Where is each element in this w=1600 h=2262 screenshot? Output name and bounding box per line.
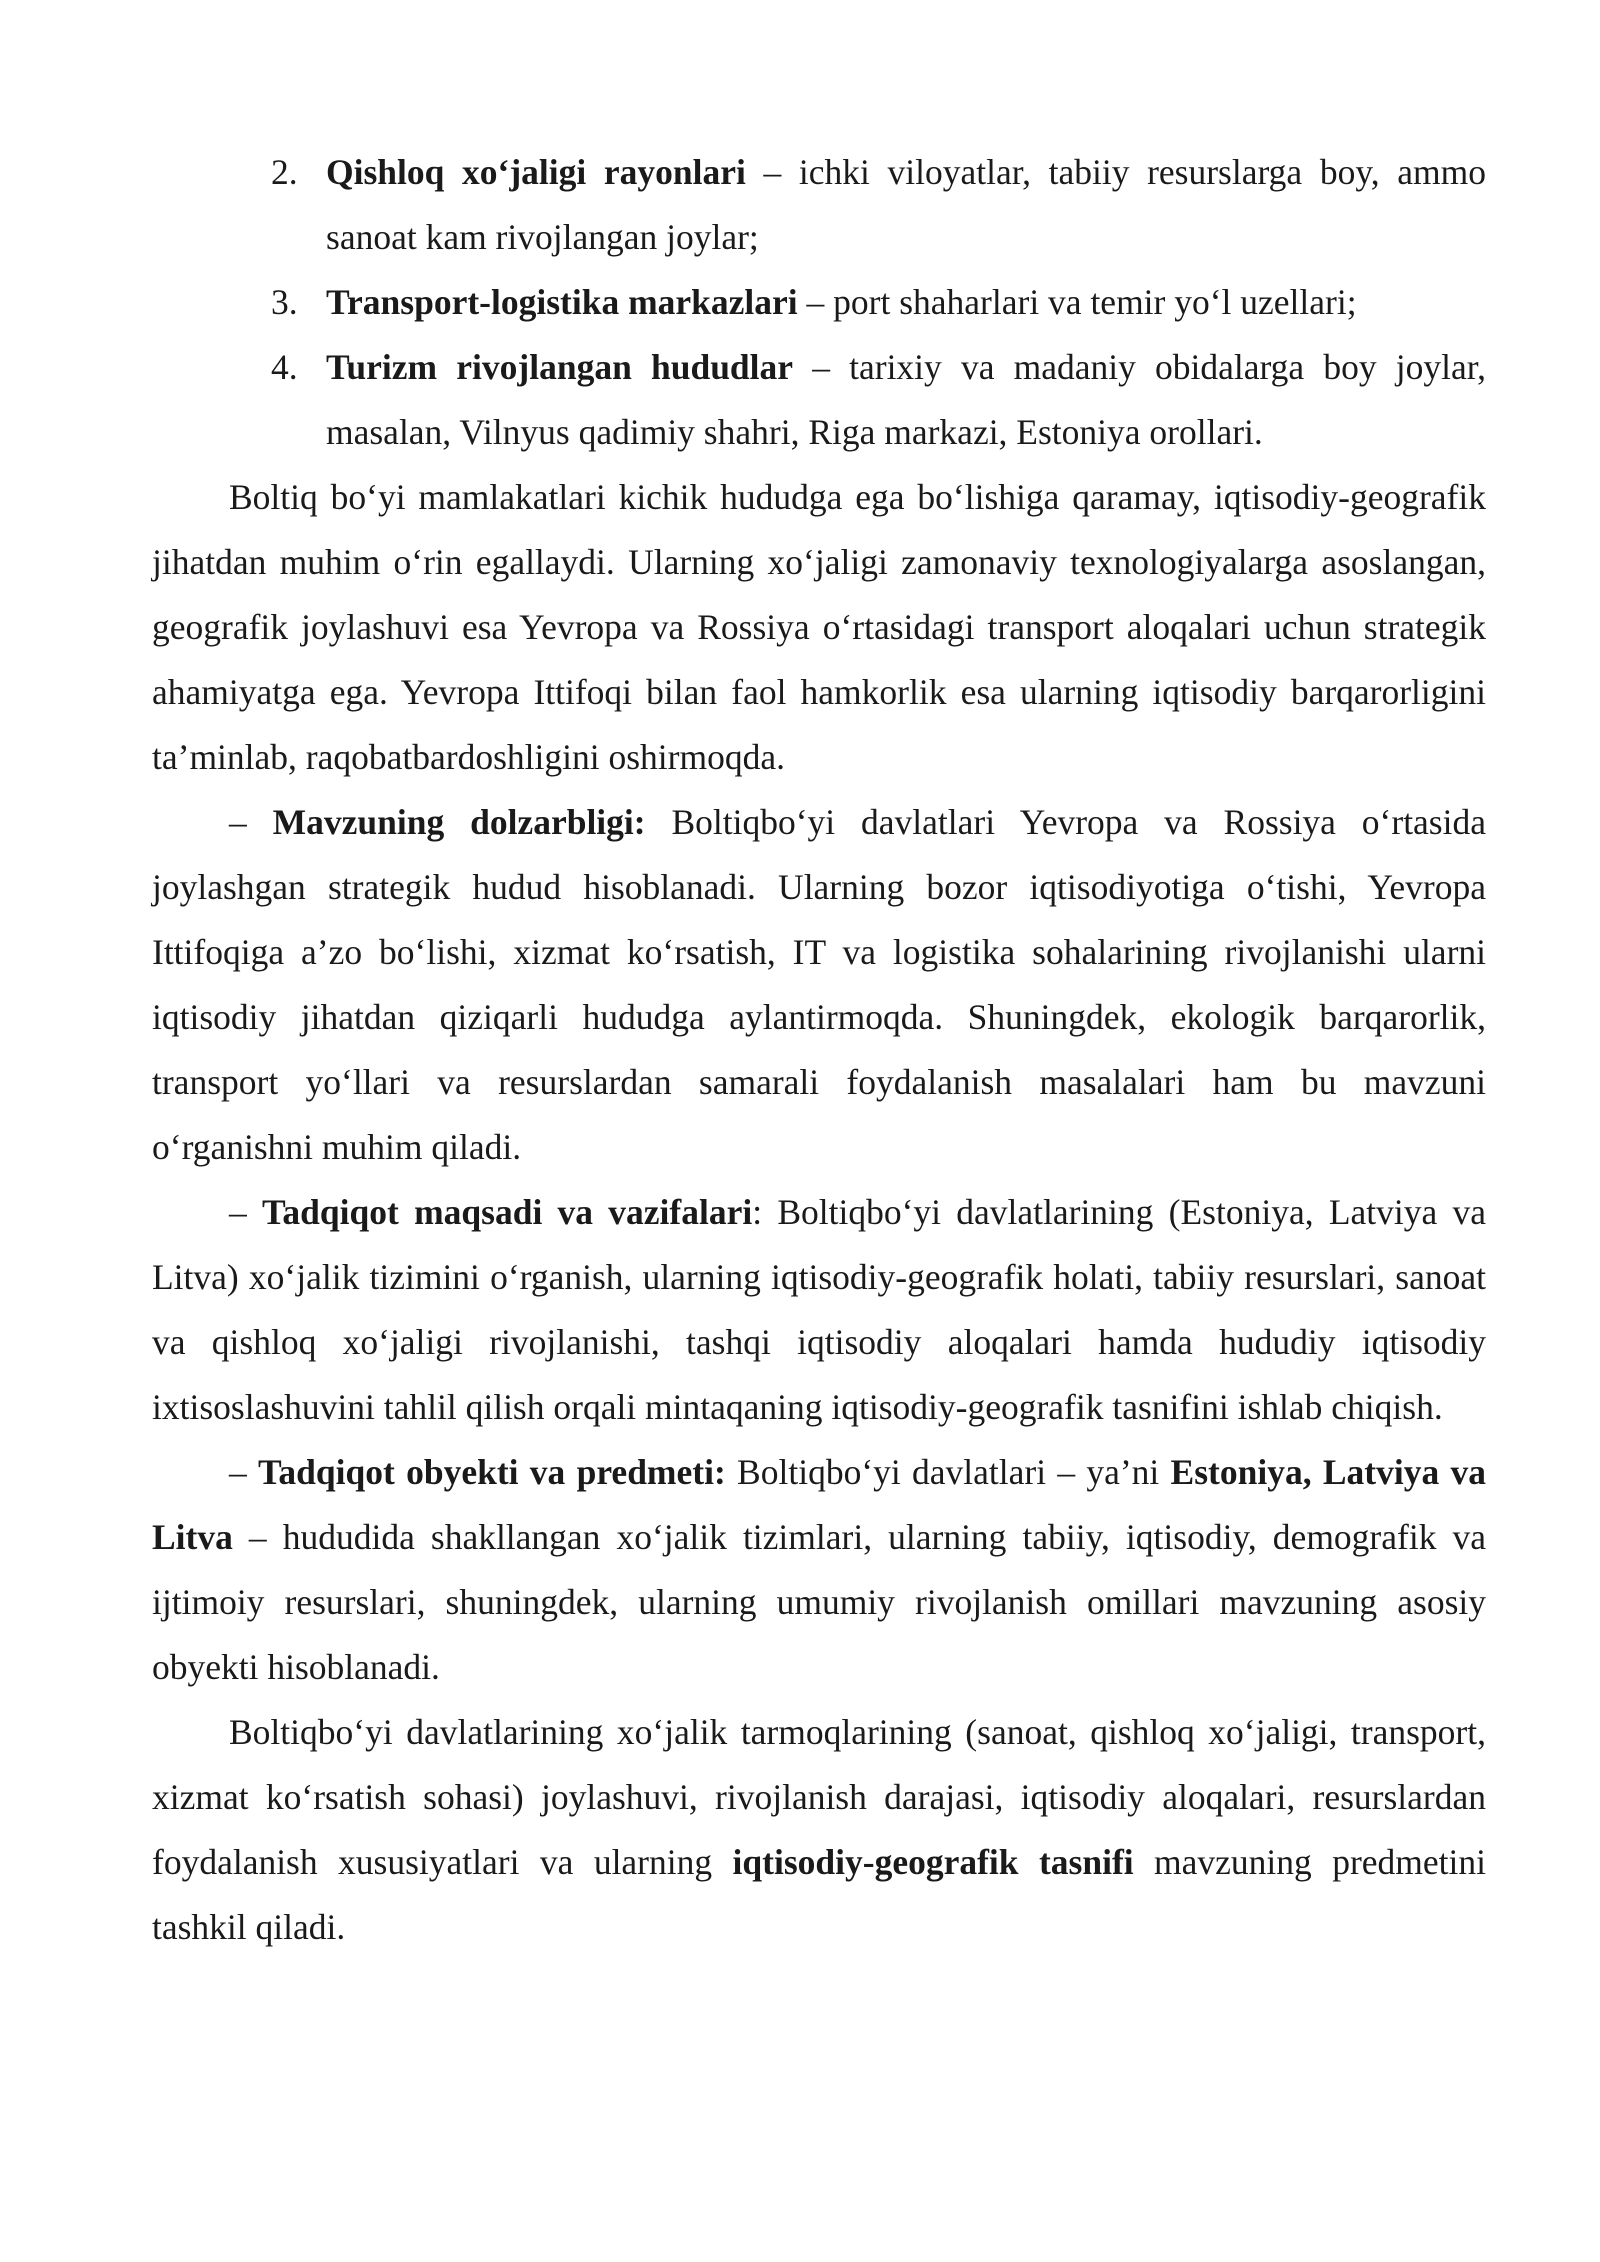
paragraph-heading: Tadqiqot maqsadi va vazifalari: [262, 1192, 753, 1232]
numbered-list: [152, 140, 1486, 465]
paragraph-text: : Boltiqbo‘yi davlatlarining (Estoniya, Latviya va Litva) xo‘jalik tizimini o‘rganish, ularning iqtisodiy-geografik holati, tabiiy resurslari, sanoat va qishloq xo‘jaligi rivojlanishi, tashqi iqtisodiy aloqalari hamda hududiy iqtisodiy ixtisoslashuvini tahlil qilish orqali mintaqaning iqtisodiy-geografik tasnifini ishlab chiqish.: [152, 1192, 1486, 1427]
paragraph-text: Boltiqbo‘yi davlatlarining xo‘jalik tarmoqlarining (sanoat, qishloq xo‘jaligi, transport, xizmat ko‘rsatish sohasi) joylashuvi, rivojlanish darajasi, iqtisodiy aloqalari, resurslardan foydalanish xususiyatlari va ularning: [152, 1712, 1486, 1882]
list-item: [152, 335, 1486, 465]
paragraph-summary: [152, 465, 1486, 790]
list-item-text: – ichki viloyatlar, tabiiy resurslarga boy, ammo sanoat kam rivojlangan joylar;: [326, 152, 1486, 257]
paragraph-text: Boltiqbo‘yi davlatlari – ya’ni: [725, 1452, 1171, 1492]
paragraph-text: Boltiqbo‘yi davlatlari Yevropa va Rossiya o‘rtasida joylashgan strategik hudud hisoblanadi. Ularning bozor iqtisodiyotiga o‘tishi, Yevropa Ittifoqiga a’zo bo‘lishi, xizmat ko‘rsatish, IT va logistika sohalarining rivojlanishi ularni iqtisodiy jihatdan qiziqarli hududga aylantirmoqda. Shuningdek, ekologik barqarorlik, transport yo‘llari va resurslardan samarali foydalanish masalalari ham bu mavzuni o‘rganishni muhim qiladi.: [152, 802, 1486, 1167]
list-item-term: Qishloq xo‘jaligi rayonlari: [326, 152, 746, 192]
paragraph-emphasis: iqtisodiy-geografik tasnifi: [732, 1842, 1134, 1882]
list-item-term: Transport-logistika markazlari: [326, 282, 798, 322]
list-item-text: – port shaharlari va temir yo‘l uzellari;: [797, 282, 1357, 322]
paragraph-dash: –: [229, 802, 273, 842]
list-item-term: Turizm rivojlangan hududlar: [326, 347, 794, 387]
paragraph-heading: Tadqiqot obyekti va predmeti:: [258, 1452, 726, 1492]
list-item-text: – tarixiy va madaniy obidalarga boy joylar, masalan, Vilnyus qadimiy shahri, Riga markazi, Estoniya orollari.: [326, 347, 1486, 452]
paragraph-heading: Mavzuning dolzarbligi:: [272, 802, 646, 842]
paragraph-text: Boltiq bo‘yi mamlakatlari kichik hududga ega bo‘lishiga qaramay, iqtisodiy-geografik jihatdan muhim o‘rin egallaydi. Ularning xo‘jaligi zamonaviy texnologiyalarga asoslangan, geografik joylashuvi esa Yevropa va Rossiya o‘rtasidagi transport aloqalari uchun strategik ahamiyatga ega. Yevropa Ittifoqi bilan faol hamkorlik esa ularning iqtisodiy barqarorligini ta’minlab, raqobatbardoshligini oshirmoqda.: [152, 477, 1486, 777]
paragraph-relevance: [152, 790, 1486, 1180]
paragraph-dash: –: [229, 1452, 259, 1492]
list-number: 2.: [271, 152, 298, 192]
paragraph-emphasis: Estoniya, Latviya va Litva: [152, 1452, 1486, 1557]
paragraph-dash: –: [229, 1192, 262, 1232]
list-number: 3.: [271, 282, 298, 322]
list-item: [152, 140, 1486, 270]
list-number: 4.: [271, 347, 298, 387]
list-item: [152, 270, 1486, 335]
paragraph-text: – hududida shakllangan xo‘jalik tizimlari, ularning tabiiy, iqtisodiy, demografik va ijtimoiy resurslari, shuningdek, ularning umumiy rivojlanish omillari mavzuning asosiy obyekti hisoblanadi.: [152, 1517, 1486, 1687]
paragraph-text: mavzuning predmetini tashkil qiladi.: [152, 1842, 1486, 1947]
document-page: [152, 140, 1486, 1960]
paragraph-goals: [152, 1180, 1486, 1440]
paragraph-subject: [152, 1700, 1486, 1960]
paragraph-object: [152, 1440, 1486, 1700]
